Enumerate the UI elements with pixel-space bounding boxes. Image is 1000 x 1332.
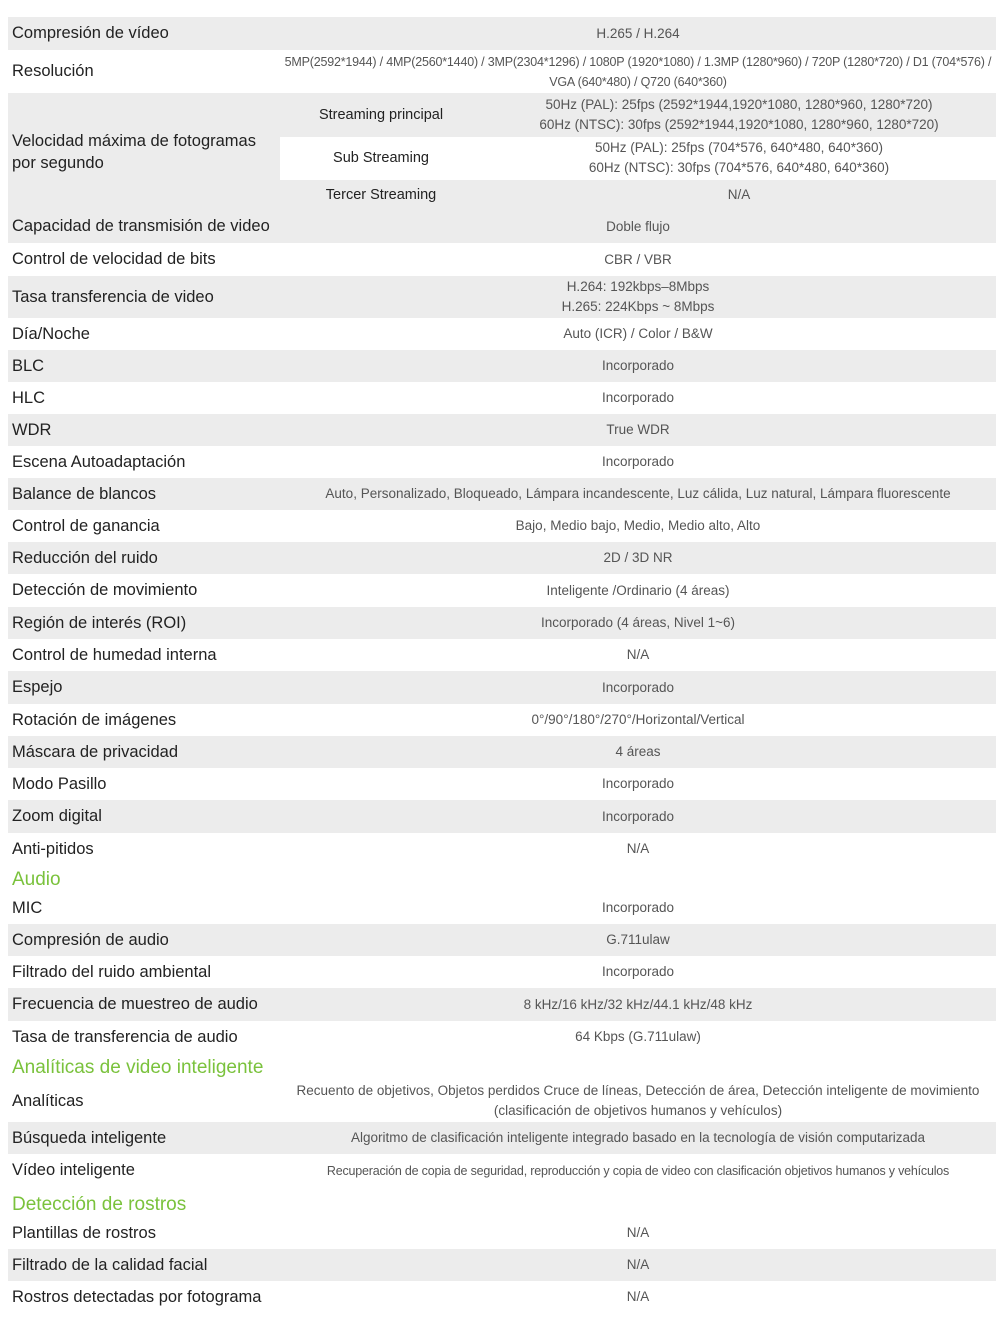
spec-value: Recuento de objetivos, Objetos perdidos Cruce de líneas, Detección de área, Detección inteligente de movimiento (clasificación de objetivos humanos y vehículos) bbox=[296, 1083, 980, 1118]
spec-row bbox=[8, 350, 996, 382]
audio-rows bbox=[8, 892, 996, 1053]
spec-label: Máscara de privacidad bbox=[12, 742, 178, 761]
spec-row bbox=[8, 892, 996, 924]
spec-row bbox=[8, 542, 996, 574]
spec-row bbox=[8, 1154, 996, 1187]
spec-row bbox=[8, 704, 996, 736]
spec-value: 8 kHz/16 kHz/32 kHz/44.1 kHz/48 kHz bbox=[523, 996, 753, 1012]
spec-label: Compresión de vídeo bbox=[12, 24, 169, 42]
spec-label: Tasa de transferencia de audio bbox=[12, 1027, 238, 1046]
spec-value: Incorporado bbox=[601, 900, 675, 915]
spec-row bbox=[8, 1021, 996, 1053]
spec-value: 4 áreas bbox=[615, 744, 661, 759]
spec-value: 2D / 3D NR bbox=[603, 550, 673, 565]
spec-label: Escena Autoadaptación bbox=[12, 452, 186, 471]
spec-label: Búsqueda inteligente bbox=[12, 1128, 167, 1147]
fps-label: Velocidad máxima de fotogramas por segundo bbox=[8, 93, 280, 210]
fps-subvalue: 50Hz (PAL): 25fps (2592*1944,1920*1080, 1280*960, 1280*720) 60Hz (NTSC): 30fps (2592*1944,1920*1080, 1280*960, 1280*720) bbox=[482, 93, 996, 137]
spec-value: Auto (ICR) / Color / B&W bbox=[563, 326, 713, 341]
spec-value: N/A bbox=[626, 1257, 650, 1272]
spec-label: Región de interés (ROI) bbox=[12, 613, 187, 632]
spec-value: Incorporado bbox=[601, 776, 675, 791]
spec-label: WDR bbox=[12, 420, 52, 439]
spec-label: Control de ganancia bbox=[12, 516, 160, 535]
spec-label: Control de humedad interna bbox=[12, 645, 217, 664]
spec-label: Rotación de imágenes bbox=[12, 710, 177, 729]
spec-row bbox=[8, 1217, 996, 1249]
spec-row bbox=[8, 17, 996, 50]
fps-sublabel: Tercer Streaming bbox=[280, 180, 482, 210]
spec-value: Incorporado (4 áreas, Nivel 1~6) bbox=[541, 615, 735, 630]
spec-label: Zoom digital bbox=[12, 807, 102, 825]
spec-label: Tasa transferencia de video bbox=[12, 287, 214, 306]
spec-value: Auto, Personalizado, Bloqueado, Lámpara incandescente, Luz cálida, Luz natural, Lámpara fluorescente bbox=[325, 486, 951, 501]
spec-row bbox=[8, 414, 996, 446]
spec-value: Recuperación de copia de seguridad, reproducción y copia de video con clasificación objetivos humanos y vehículos bbox=[326, 1163, 950, 1178]
spec-row bbox=[8, 988, 996, 1021]
spec-value: N/A bbox=[626, 1225, 650, 1240]
spec-row bbox=[8, 50, 996, 93]
spec-label: MIC bbox=[12, 898, 43, 917]
spec-row bbox=[8, 639, 996, 671]
spec-value: Incorporado bbox=[601, 454, 675, 469]
fps-subvalue: 50Hz (PAL): 25fps (704*576, 640*480, 640*360) 60Hz (NTSC): 30fps (704*576, 640*480, 640*360) bbox=[588, 140, 890, 176]
spec-row bbox=[8, 833, 996, 865]
spec-value: Incorporado bbox=[601, 679, 675, 695]
spec-row bbox=[8, 671, 996, 704]
fps-row-third bbox=[280, 180, 996, 210]
face-rows bbox=[8, 1217, 996, 1313]
spec-row bbox=[8, 607, 996, 639]
spec-value: H.265 / H.264 bbox=[596, 25, 680, 41]
spec-value: Incorporado bbox=[601, 358, 675, 373]
fps-subvalue: N/A bbox=[482, 180, 996, 210]
spec-value: Incorporado bbox=[601, 808, 675, 824]
spec-label: Frecuencia de muestreo de audio bbox=[12, 995, 258, 1013]
spec-value: N/A bbox=[626, 1289, 650, 1304]
spec-value: Bajo, Medio bajo, Medio, Medio alto, Alto bbox=[515, 518, 761, 533]
spec-value: 64 Kbps (G.711ulaw) bbox=[575, 1029, 701, 1044]
spec-value: Algoritmo de clasificación inteligente integrado basado en la tecnología de visión computarizada bbox=[350, 1130, 926, 1145]
spec-label: Reducción del ruido bbox=[12, 548, 158, 567]
spec-value: CBR / VBR bbox=[604, 251, 672, 267]
spec-row bbox=[8, 478, 996, 510]
spec-value: 5MP(2592*1944) / 4MP(2560*1440) / 3MP(2304*1296) / 1080P (1920*1080) / 1.3MP (1280*960) / 720P (1280*720) / D1 (704*576) / VGA (640*480) / Q720 (640*360) bbox=[284, 54, 992, 89]
spec-row bbox=[8, 768, 996, 800]
section-title-audio: Audio bbox=[12, 869, 61, 890]
spec-label: Rostros detectadas por fotograma bbox=[12, 1287, 262, 1306]
spec-sheet bbox=[8, 17, 996, 1313]
section-title-analytics: Analíticas de video inteligente bbox=[12, 1057, 264, 1078]
spec-label: Anti-pitidos bbox=[12, 839, 94, 858]
spec-row bbox=[8, 574, 996, 607]
spec-row bbox=[8, 210, 996, 243]
fps-row-main bbox=[280, 93, 996, 137]
spec-row bbox=[8, 736, 996, 768]
spec-label: Filtrado del ruido ambiental bbox=[12, 962, 212, 981]
spec-label: Día/Noche bbox=[12, 324, 90, 343]
analytics-rows bbox=[8, 1080, 996, 1187]
spec-label: Plantillas de rostros bbox=[12, 1223, 156, 1242]
spec-value: Incorporado bbox=[601, 390, 675, 405]
spec-label: BLC bbox=[12, 356, 45, 375]
spec-label: Balance de blancos bbox=[12, 484, 157, 503]
spec-row bbox=[8, 1249, 996, 1281]
spec-value: Inteligente /Ordinario (4 áreas) bbox=[546, 582, 730, 598]
spec-value: H.264: 192kbps–8Mbps H.265: 224Kbps ~ 8Mbps bbox=[561, 279, 715, 314]
spec-value: 0°/90°/180°/270°/Horizontal/Vertical bbox=[531, 712, 745, 727]
spec-value: Incorporado bbox=[601, 964, 675, 979]
spec-label: Analíticas bbox=[12, 1091, 84, 1110]
spec-value: Doble flujo bbox=[606, 218, 670, 234]
spec-row bbox=[8, 800, 996, 833]
spec-label: Control de velocidad de bits bbox=[12, 250, 216, 268]
spec-row bbox=[8, 446, 996, 478]
spec-label: Vídeo inteligente bbox=[12, 1161, 135, 1179]
spec-row bbox=[8, 1122, 996, 1154]
fps-subtable bbox=[280, 93, 996, 210]
video-rows bbox=[8, 210, 996, 865]
fps-row-sub bbox=[280, 137, 996, 181]
spec-label: Compresión de audio bbox=[12, 930, 169, 949]
spec-label: Capacidad de transmisión de video bbox=[12, 217, 270, 235]
fps-sublabel: Streaming principal bbox=[280, 93, 482, 137]
spec-label: Resolución bbox=[12, 62, 94, 80]
spec-label: HLC bbox=[12, 388, 46, 407]
spec-row bbox=[8, 382, 996, 414]
spec-row bbox=[8, 956, 996, 988]
spec-row bbox=[8, 276, 996, 318]
spec-row bbox=[8, 924, 996, 956]
spec-row bbox=[8, 1281, 996, 1313]
spec-label: Detección de movimiento bbox=[12, 581, 198, 599]
fps-block bbox=[8, 93, 996, 210]
spec-value: N/A bbox=[626, 841, 650, 856]
spec-value: G.711ulaw bbox=[606, 932, 670, 947]
spec-row bbox=[8, 510, 996, 542]
spec-value: True WDR bbox=[606, 422, 670, 437]
spec-row bbox=[8, 1080, 996, 1122]
spec-label: Espejo bbox=[12, 678, 63, 696]
section-title-faces: Detección de rostros bbox=[12, 1194, 187, 1215]
fps-sublabel: Sub Streaming bbox=[333, 150, 429, 167]
spec-label: Filtrado de la calidad facial bbox=[12, 1255, 208, 1274]
spec-row bbox=[8, 318, 996, 350]
spec-label: Modo Pasillo bbox=[12, 774, 107, 793]
spec-value: N/A bbox=[626, 647, 650, 662]
spec-row bbox=[8, 243, 996, 276]
